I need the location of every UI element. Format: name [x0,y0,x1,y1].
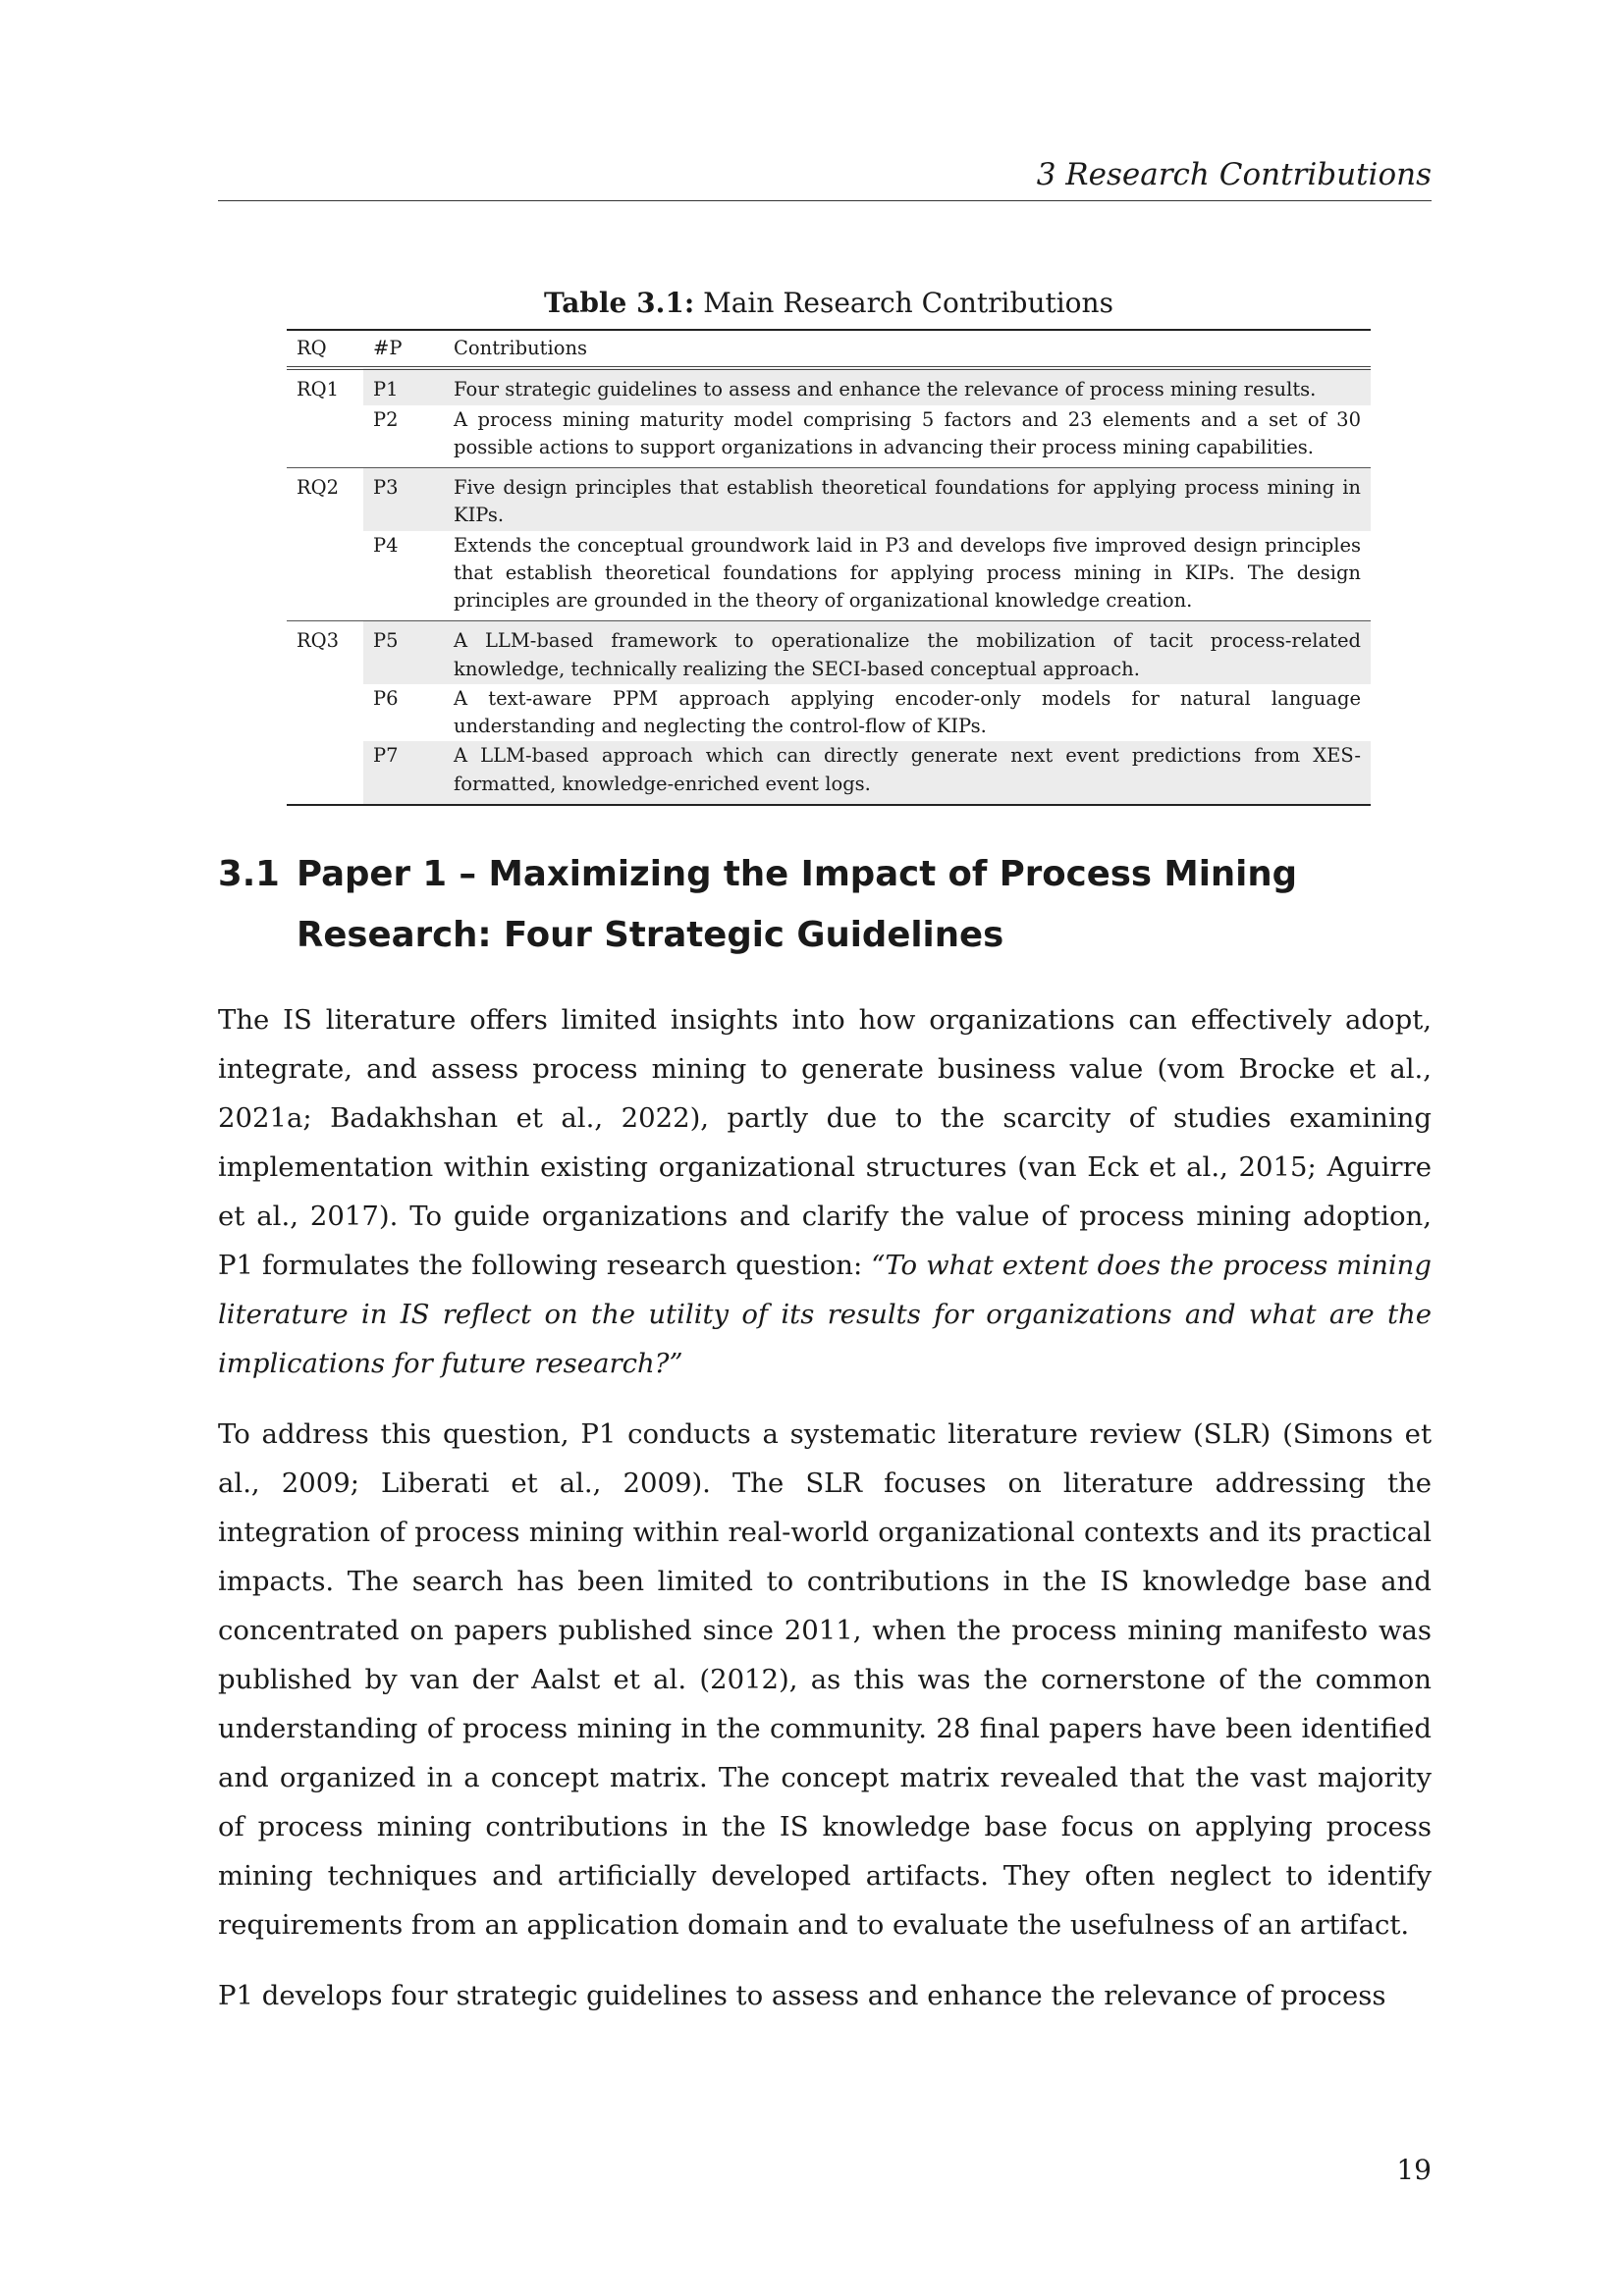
table-caption-text: Main Research Contributions [694,287,1113,319]
table-group-rq3 [287,621,1371,805]
table-header-row [287,330,1371,368]
paper-cell: P6 [363,684,444,742]
running-header: 3 Research Contributions [218,157,1432,201]
contribution-cell: Four strategic guidelines to assess and enhance the relevance of process mining results. [444,368,1371,404]
table-row [287,468,1371,531]
table-group-rq1 [287,368,1371,467]
table-row [287,531,1371,621]
table-caption-label: Table 3.1: [544,287,695,319]
contribution-cell: Five design principles that establish theoretical foundations for applying process mining in KIPs. [444,468,1371,531]
contributions-table [287,287,1371,806]
table-row [287,368,1371,404]
paragraph [218,995,1432,1388]
section-title: Paper 1 – Maximizing the Impact of Process Mining Research: Four Strategic Guidelines [297,854,1298,955]
section-number: 3.1 [218,854,280,894]
rq-cell: RQ3 [297,629,340,653]
column-header-paper: #P [363,330,444,368]
rq-cell: RQ2 [297,476,340,500]
table-row [287,684,1371,742]
table-row [287,405,1371,468]
paper-cell: P7 [363,741,444,805]
column-header-rq: RQ [287,330,363,368]
page-number: 19 [1396,2154,1432,2186]
paper-cell: P4 [363,531,444,621]
paper-cell: P1 [363,368,444,404]
paper-cell: P5 [363,621,444,684]
paper-cell: P3 [363,468,444,531]
table-caption [287,287,1371,319]
paragraph: P1 develops four strategic guidelines to assess and enhance the relevance of process [218,1980,1386,2011]
paragraph: To address this question, P1 conducts a systematic literature review (SLR) (Simons et al., 2009; Liberati et al., 2009). The SLR focuses on literature addressing the integration of process mining within real-world organizational contexts and its practical impacts. The search has been limited to contributions in the IS knowledge base and concentrated on papers published since 2011, when the process mining manifesto was published by van der Aalst et al. (2012), as this was the cornerstone of the common understanding of process mining in the community. 28 final papers have been identified and organized in a concept matrix. The concept matrix revealed that the vast majority of process mining contributions in the IS knowledge base focus on applying process mining techniques and artificially developed artifacts. They often neglect to identify requirements from an application domain and to evaluate the usefulness of an artifact. [218,1418,1432,1941]
research-question-quote: “To what extent does the process mining literature in IS reflect on the utility of its results for organizations and what are the implications for future research?” [218,1250,1432,1379]
contribution-cell: A process mining maturity model comprising 5 factors and 23 elements and a set of 30 possible actions to support organizations in advancing their process mining capabilities. [454,407,1361,458]
column-header-contributions: Contributions [444,330,1371,368]
contribution-cell: A LLM-based framework to operationalize the mobilization of tacit process-related knowledge, technically realizing the SECI-based conceptual approach. [444,621,1371,684]
paper-cell: P2 [363,405,444,468]
section-heading [218,844,1432,966]
contribution-cell: A text-aware PPM approach applying encoder-only models for natural language understanding and neglecting the control-flow of KIPs. [454,686,1361,738]
table-row [287,621,1371,684]
contribution-cell: A LLM-based approach which can directly generate next event predictions from XES-formatted, knowledge-enriched event logs. [444,741,1371,805]
body-text [218,995,1432,2042]
rq-cell: RQ1 [297,378,340,401]
paragraph-text: The IS literature offers limited insights into how organizations can effectively adopt, integrate, and assess process mining to generate business value (vom Brocke et al., 2021a; Badakhshan et al., 2022), partly due to the scarcity of studies examining implementation within existing organizational structures (van Eck et al., 2015; Aguirre et al., 2017). To guide organizations and clarify the value of process mining adoption, P1 formulates the following research question: [218,1004,1432,1281]
table-row [287,741,1371,805]
table-group-rq2 [287,468,1371,621]
contribution-cell: Extends the conceptual groundwork laid in P3 and develops five improved design principles that establish theoretical foundations for applying process mining in KIPs. The design principles are grounded in the theory of organizational knowledge creation. [454,533,1361,613]
